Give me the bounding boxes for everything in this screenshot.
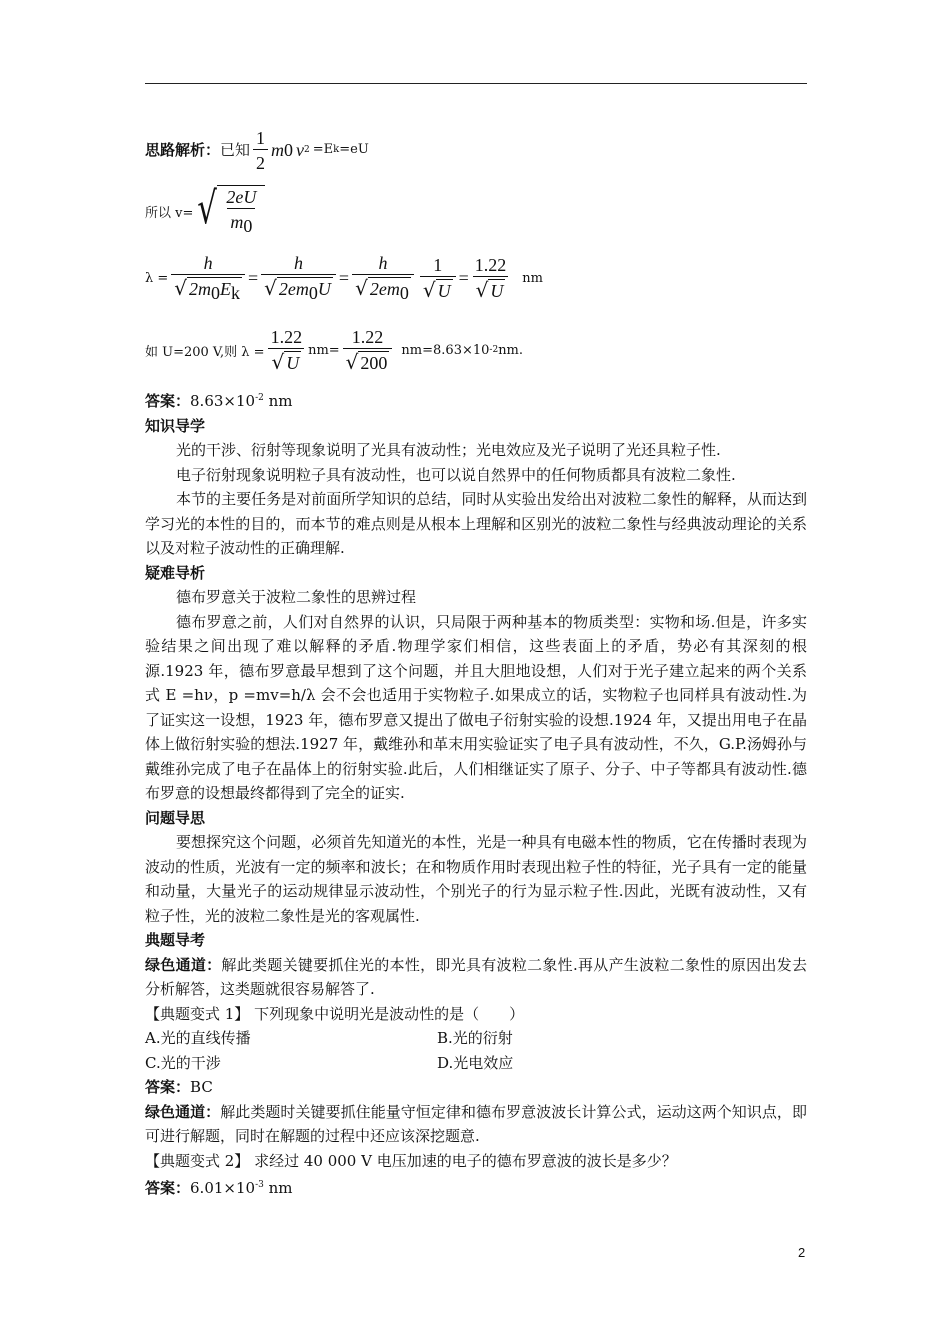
question-1: 【典题变式 1】 下列现象中说明光是波动性的是（ ） [145,1004,525,1023]
page-number: 2 [798,1245,806,1260]
option-a: A.光的直线传播 [145,1029,251,1047]
difficulty-p1: 德布罗意关于波粒二象性的思辨过程 [176,588,417,606]
difficulty-p2: 德布罗意之前，人们对自然界的认识，只局限于两种基本的物质类型：实物和场.但是，许多实验结果之间出现了难以解释的矛盾.物理学家们相信，这些表面上的矛盾，势必有其深刻的根源.1923 年，德布罗意最早想到了这个问题，并且大胆地设想，人们对于光子建立起来的两个关系式 E =hν，p =mv=h/λ 会不会也适用于实物粒子.如果成立的话，实物粒子也同样具有波动性.为了证实这一设想，1923 年，德布罗意又提出了做电子衍射实验的设想.1924 年，又提出用电子在晶体上做衍射实验的想法.1927 年，戴维孙和革末用实验证实了电子具有波动性，不久，G.P.汤姆孙与戴维孙完成了电子在晶体上的衍射实验.此后，人们相继证实了原子、分子、中子等都具有波动性.德布罗意的设想最终都得到了完全的证实. [145,612,807,802]
knowledge-p2: 电子衍射现象说明粒子具有波动性，也可以说自然界中的任何物质都具有波粒二象性. [176,465,736,484]
page-content [145,128,807,1201]
lambda-frac-2: h √ $2em_0U$ [261,252,336,304]
velocity-line: 所以 v= √ $\frac{2eU}{m_0}$ [145,176,807,246]
answer-3: 答案：$6.01\times 10^{-3}$ nm [145,1179,293,1197]
analysis-label: 思路解析 [145,140,206,159]
difficulty-title: 疑难导析 [145,563,206,582]
answer-1: 答案：$8.63\times 10^{-2}$ nm [145,392,293,410]
knowledge-p1: 光的干涉、衍射等现象说明了光具有波动性；光电效应及光子说明了光还具粒子性. [176,441,721,459]
answer-2: 答案：BC [145,1078,213,1096]
option-c: C.光的干涉 [145,1053,221,1072]
example-line: 如 U=200 V,则 λ = 1.22 √ U nm= 1.22 √ 200 nm=8.63×10 -2 nm. [145,326,524,374]
option-b: B.光的衍射 [437,1029,513,1047]
options-row-1 [145,1026,807,1051]
half-fraction: $\frac{1}{2}$ [253,127,268,174]
thinking-p1: 要想探究这个问题，必须首先知道光的本性，光是一种具有电磁本性的物质，它在传播时表现为波动的性质，光波有一定的频率和波长；在和物质作用时表现出粒子性的特征，光子具有一定的能量和动量，大量光子的运动规律显示波动性，个别光子的行为显示粒子性.因此，光既有波动性，又有粒子性，光的波粒二象性是光的客观属性. [145,833,807,925]
lambda-frac-4: 1 √ U [420,254,456,303]
knowledge-p3: 本节的主要任务是对前面所学知识的总结，同时从实验出发给出对波粒二象性的解释，从而达到学习光的本性的目的，而本节的难点则是从根本上理解和区别光的波粒二象性与经典波动理论的关系以及对粒子波动性的正确理解. [145,490,807,557]
question-2: 【典题变式 2】 求经过 40 000 V 电压加速的电子的德布罗意波的波长是多少？ [145,1151,677,1170]
header-rule [145,83,807,84]
thinking-title: 问题导思 [145,808,206,827]
velocity-sqrt: √ $\frac{2eU}{m_0}$ [193,185,265,237]
lambda-frac-5: 1.22 √ U [472,254,510,303]
green-channel-1: 绿色通道：解此类题关键要抓住光的本性，即光具有波粒二象性.再从产生波粒二象性的原因出发去分析解答，这类题就很容易解答了. [145,955,807,998]
example-frac-1: 1.22 √ U [268,326,306,375]
lambda-frac-1: h √ $2m_0E_k$ [171,252,245,304]
lambda-line: λ = h √ $2m_0E_k$ = h √ $2em_0U$ = h √ $2em_0$ 1 √ U = 1.22 √ U nm [145,253,543,303]
options-row-2 [145,1051,807,1076]
analysis-line: 思路解析 ： 已知 $\frac{1}{2}$ m 0 v 2 =E k =eU [145,127,369,173]
typical-title: 典题导考 [145,931,206,949]
green-channel-2: 绿色通道：解此类题时关键要抓住能量守恒定律和德布罗意波波长计算公式，运动这两个知识点，即可进行解题，同时在解题的过程中还应该深挖题意. [145,1102,807,1145]
lambda-frac-3: h √ $2em_0$ [352,252,414,304]
option-d: D.光电效应 [437,1053,514,1072]
knowledge-title: 知识导学 [145,416,206,435]
example-frac-2: 1.22 √ 200 [343,326,393,375]
